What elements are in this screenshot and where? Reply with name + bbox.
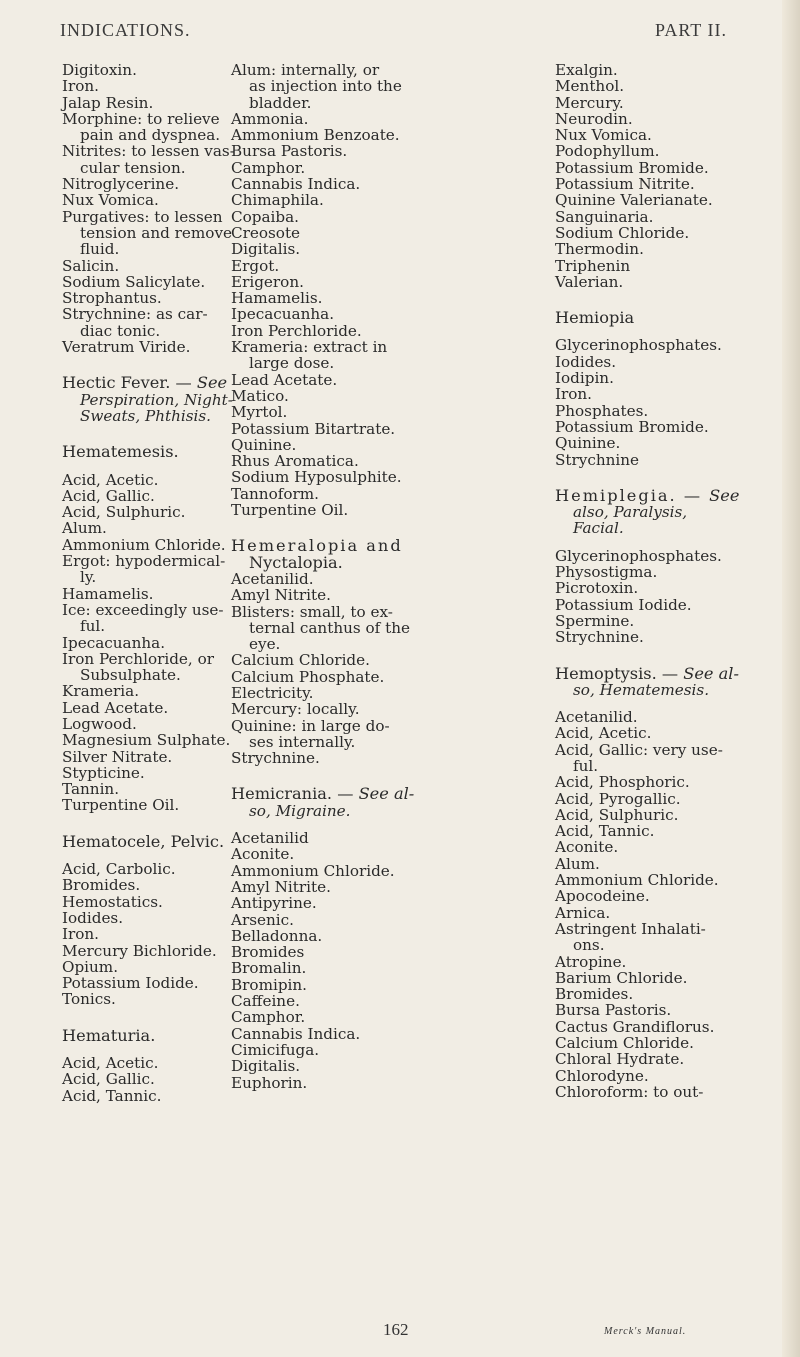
running-header-left: INDICATIONS. (60, 20, 191, 40)
section-heading-text: Hectic Fever. — (62, 373, 197, 393)
entry-continuation: ful. (80, 617, 106, 636)
list-item: Ipecacuanha. (231, 305, 335, 324)
entry-continuation: fluid. (80, 240, 120, 259)
list-item: Cactus Grandiflorus. (555, 1017, 715, 1036)
list-item: Acid, Gallic. (62, 486, 155, 505)
list-item: Creosote (231, 223, 301, 242)
list-item: Strychnine (555, 450, 640, 469)
list-item: Logwood. (62, 714, 137, 733)
list-item: Iodides. (62, 908, 124, 927)
list-item: Camphor. (231, 1008, 306, 1027)
list-item: Alum. (555, 854, 600, 873)
page-edge (782, 0, 800, 1357)
list-item: Ice: exceedingly use- (62, 600, 224, 619)
list-item: Aconite. (231, 845, 295, 864)
section-heading-text: Hematuria. (62, 1025, 156, 1045)
list-item: Morphine: to relieve (62, 109, 220, 128)
entry-continuation: also, Paralysis, (573, 503, 688, 522)
list-item: Bromalin. (231, 959, 307, 978)
list-item: Acid, Phosphoric. (555, 773, 690, 792)
list-item: Ammonium Chloride. (231, 861, 395, 880)
section-heading-text: Hemeralopia and (231, 536, 403, 556)
list-item: Bromides. (555, 985, 634, 1004)
list-item: Cannabis Indica. (231, 1024, 361, 1043)
list-item: Caffeine. (231, 992, 300, 1011)
section-heading (231, 552, 414, 572)
list-item: Phosphates. (555, 401, 649, 420)
entry-continuation: Sweats, Phthisis. (80, 406, 212, 425)
list-item: Acetanilid. (555, 708, 638, 727)
list-item: Quinine: in large do- (231, 716, 390, 735)
list-item: Magnesium Sulphate. (62, 731, 231, 750)
list-item: Camphor. (231, 158, 306, 177)
entry-continuation: pain and dyspnea. (80, 126, 221, 145)
list-item: Strychnine. (231, 749, 320, 768)
cross-reference: See al- (358, 784, 415, 804)
list-item: Mercury. (555, 93, 624, 112)
list-item: Nitrites: to lessen vas- (62, 142, 235, 161)
list-item: Potassium Bromide. (555, 158, 709, 177)
entry-continuation: Perspiration, Night- (80, 390, 233, 409)
list-item: Erigeron. (231, 272, 304, 291)
entry-continuation: Facial. (573, 519, 624, 538)
list-item: Myrtol. (231, 403, 288, 422)
list-item: Sodium Salicylate. (62, 272, 206, 291)
entry-continuation: ternal canthus of the (249, 618, 410, 637)
list-item: Nitroglycerine. (62, 175, 180, 194)
list-item: Neurodin. (555, 109, 633, 128)
list-item: Tannin. (62, 780, 120, 799)
list-item: Matico. (231, 386, 289, 405)
list-item: Krameria: extract in (231, 338, 388, 357)
list-item: Salicin. (62, 256, 120, 275)
list-item: Glycerinophosphates. (555, 336, 722, 355)
section-heading-text: Hemiplegia. — (555, 485, 710, 505)
entry-continuation: so, Hematemesis. (573, 680, 710, 699)
list-item: Blisters: small, to ex- (231, 602, 393, 621)
entry-continuation: eye. (249, 635, 281, 654)
list-item: Bromipin. (231, 975, 308, 994)
section-heading (555, 663, 739, 683)
list-item: Acid, Carbolic. (62, 860, 176, 879)
list-item: Arsenic. (231, 910, 294, 929)
list-item: Copaiba. (231, 207, 300, 226)
list-item: Antipyrine. (231, 894, 317, 913)
entry-continuation: ly. (80, 568, 97, 587)
list-item: Acid, Sulphuric. (555, 805, 679, 824)
list-item: Stypticine. (62, 763, 145, 782)
column-2 (231, 62, 414, 1091)
list-item: Hemostatics. (62, 892, 163, 911)
list-item: Strychnine. (555, 628, 644, 647)
page-number: 162 (383, 1320, 409, 1339)
list-item: Acid, Acetic. (555, 724, 652, 743)
cross-reference: See al- (683, 663, 739, 683)
list-item: Iron Perchloride. (231, 321, 362, 340)
list-item: Mercury: locally. (231, 700, 360, 719)
list-item: Ammonia. (231, 109, 309, 128)
section-heading (231, 786, 414, 802)
list-item: Euphorin. (231, 1073, 308, 1092)
list-item: Physostigma. (555, 563, 658, 582)
list-item: Quinine. (555, 434, 621, 453)
list-item: Ammonium Benzoate. (231, 126, 400, 145)
entry-continuation: as injection into the (249, 77, 402, 96)
list-item: Potassium Nitrite. (555, 175, 695, 194)
section-heading-text: Hematocele, Pelvic. (62, 831, 225, 851)
list-item: Menthol. (555, 77, 625, 96)
entry-continuation: ful. (573, 756, 599, 775)
entry-continuation: ons. (573, 936, 605, 955)
list-item: Quinine Valerianate. (555, 191, 713, 210)
list-item: Glycerinophosphates. (555, 546, 722, 565)
list-item: Electricity. (231, 683, 314, 702)
list-item: Iodides. (555, 352, 617, 371)
list-item: Krameria. (62, 682, 140, 701)
list-item: Spermine. (555, 611, 635, 630)
entry-continuation: ses internally. (249, 732, 356, 751)
list-item: Triphenin (555, 256, 631, 275)
list-item: Opium. (62, 957, 119, 976)
list-item: Potassium Iodide. (555, 595, 692, 614)
entry-continuation: so, Migraine. (249, 801, 351, 820)
list-item: Arnica. (555, 903, 611, 922)
list-item: Jalap Resin. (62, 93, 154, 112)
list-item: Acid, Gallic: very use- (555, 740, 723, 759)
list-item: Lead Acetate. (62, 698, 169, 717)
list-item: Ammonium Chloride. (555, 871, 719, 890)
list-item: Iron. (62, 925, 100, 944)
list-item: Aconite. (555, 838, 619, 857)
list-item: Atropine. (555, 952, 627, 971)
entry-continuation: cular tension. (80, 158, 186, 177)
list-item: Sodium Hyposulphite. (231, 468, 402, 487)
section-heading-text: Nyctalopia. (249, 552, 343, 572)
list-item: Acid, Sulphuric. (62, 503, 186, 522)
list-item: Cannabis Indica. (231, 175, 361, 194)
cross-reference: See (196, 373, 228, 393)
list-item: Acetanilid (231, 829, 309, 848)
list-item: Astringent Inhalati- (555, 919, 706, 938)
list-item: Bromides (231, 943, 305, 962)
list-item: Bromides. (62, 876, 141, 895)
list-item: Strychnine: as car- (62, 305, 208, 324)
list-item: Turpentine Oil. (231, 501, 349, 520)
list-item: Nux Vomica. (555, 126, 652, 145)
section-heading-text: Hemicrania. — (231, 784, 359, 804)
list-item: Strophantus. (62, 289, 162, 308)
list-item: Alum. (62, 519, 107, 538)
entry-continuation: bladder. (249, 93, 312, 112)
list-item: Ammonium Chloride. (62, 535, 226, 554)
list-item: Hamamelis. (62, 584, 154, 603)
list-item: Digitalis. (231, 240, 301, 259)
column-3 (555, 62, 739, 1100)
list-item: Acid, Acetic. (62, 470, 159, 489)
entry-continuation: diac tonic. (80, 321, 161, 340)
list-item: Acid, Tannic. (62, 1086, 162, 1105)
list-item: Iron Perchloride, or (62, 649, 214, 668)
entry-continuation: Subsulphate. (80, 666, 181, 685)
list-item: Chlorodyne. (555, 1066, 649, 1085)
list-item: Podophyllum. (555, 142, 660, 161)
list-item: Cimicifuga. (231, 1040, 320, 1059)
list-item: Iron. (555, 385, 593, 404)
list-item: Purgatives: to lessen (62, 207, 223, 226)
list-item: Barium Chloride. (555, 968, 688, 987)
entry-continuation: tension and remove (80, 223, 233, 242)
list-item: Chimaphila. (231, 191, 324, 210)
list-item: Veratrum Viride. (62, 338, 191, 357)
list-item: Tannoform. (231, 484, 319, 503)
list-item: Digitalis. (231, 1057, 301, 1076)
list-item: Lead Acetate. (231, 370, 338, 389)
list-item: Acid, Gallic. (62, 1070, 155, 1089)
list-item: Iodipin. (555, 369, 614, 388)
section-heading (555, 310, 739, 326)
list-item: Potassium Bitartrate. (231, 419, 396, 438)
list-item: Thermodin. (555, 240, 644, 259)
list-item: Exalgin. (555, 61, 618, 79)
list-item: Ipecacuanha. (62, 633, 166, 652)
list-item: Valerian. (555, 272, 624, 291)
list-item: Iron. (62, 77, 100, 96)
list-item: Acid, Pyrogallic. (555, 789, 681, 808)
list-item: Calcium Chloride. (231, 651, 370, 670)
list-item: Acetanilid. (231, 569, 314, 588)
list-item: Potassium Bromide. (555, 417, 709, 436)
list-item: Chloroform: to out- (555, 1082, 704, 1101)
list-item: Silver Nitrate. (62, 747, 173, 766)
list-item: Apocodeine. (555, 887, 650, 906)
list-item: Digitoxin. (62, 61, 137, 79)
publisher-mark: Merck's Manual. (604, 1326, 687, 1337)
list-item: Bursa Pastoris. (555, 1001, 672, 1020)
list-item: Mercury Bichloride. (62, 941, 217, 960)
list-item: Alum: internally, or (231, 61, 380, 79)
list-item: Chloral Hydrate. (555, 1050, 685, 1069)
list-item: Rhus Aromatica. (231, 452, 359, 471)
list-item: Acid, Acetic. (62, 1054, 159, 1073)
list-item: Quinine. (231, 435, 297, 454)
list-item: Ergot: hypodermical- (62, 552, 226, 571)
section-heading (555, 485, 740, 505)
list-item: Turpentine Oil. (62, 796, 180, 815)
cross-reference: See (709, 485, 740, 505)
section-heading-text: Hemoptysis. — (555, 663, 684, 683)
list-item: Sanguinaria. (555, 207, 654, 226)
list-item: Belladonna. (231, 926, 323, 945)
list-item: Hamamelis. (231, 289, 323, 308)
section-heading-text: Hemiopia (555, 308, 635, 328)
list-item: Amyl Nitrite. (231, 877, 331, 896)
list-item: Sodium Chloride. (555, 223, 690, 242)
list-item: Bursa Pastoris. (231, 142, 348, 161)
list-item: Ergot. (231, 256, 280, 275)
list-item: Nux Vomica. (62, 191, 159, 210)
entry-continuation: large dose. (249, 354, 335, 373)
list-item: Calcium Phosphate. (231, 667, 385, 686)
list-item: Calcium Chloride. (555, 1034, 694, 1053)
list-item: Amyl Nitrite. (231, 586, 331, 605)
list-item: Picrotoxin. (555, 579, 639, 598)
section-heading-text: Hematemesis. (62, 442, 179, 462)
list-item: Tonics. (62, 990, 116, 1009)
list-item: Potassium Iodide. (62, 974, 199, 993)
list-item: Acid, Tannic. (555, 822, 655, 841)
running-header-right: PART II. (655, 20, 727, 40)
